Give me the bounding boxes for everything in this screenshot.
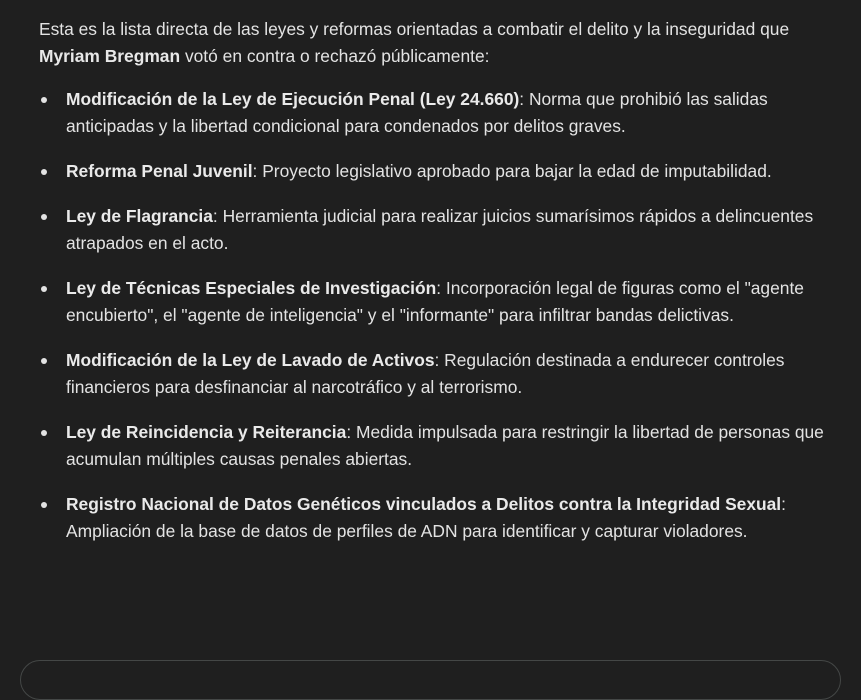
list-item: [39, 419, 829, 473]
list-item-text: : Incorporación legal de figuras como el "agente encubierto", el "agente de inteligencia" y el "informante" para infiltrar bandas delictivas.: [66, 278, 804, 325]
list-item-title: Modificación de la Ley de Ejecución Penal (Ley 24.660): [66, 89, 520, 109]
list-item-title: Modificación de la Ley de Lavado de Activos: [66, 350, 435, 370]
list-item: [39, 158, 829, 185]
list-item-title: Reforma Penal Juvenil: [66, 161, 253, 181]
list-item-text: : Regulación destinada a endurecer controles financieros para desfinanciar al narcotráfico y al terrorismo.: [66, 350, 785, 397]
bullet-icon: [41, 169, 47, 175]
list-item-title: Registro Nacional de Datos Genéticos vinculados a Delitos contra la Integridad Sexual: [66, 494, 782, 514]
bullet-icon: [41, 286, 47, 292]
bullet-icon: [41, 358, 47, 364]
list-item: [39, 275, 829, 329]
list-item-text: : Ampliación de la base de datos de perfiles de ADN para identificar y capturar violadores.: [66, 494, 786, 541]
list-item-title: Ley de Reincidencia y Reiterancia: [66, 422, 347, 442]
response-content: [39, 16, 829, 563]
bullet-icon: [41, 214, 47, 220]
list-item: [39, 347, 829, 401]
bullet-icon: [41, 430, 47, 436]
law-list: [39, 86, 829, 545]
list-item-text: : Proyecto legislativo aprobado para bajar la edad de imputabilidad.: [252, 161, 772, 181]
list-item-text: : Herramienta judicial para realizar juicios sumarísimos rápidos a delincuentes atrapados en el acto.: [66, 206, 814, 253]
prompt-input-box[interactable]: [20, 660, 841, 700]
list-item-text: : Norma que prohibió las salidas anticipadas y la libertad condicional para condenados por delitos graves.: [66, 89, 768, 136]
list-item-text: : Medida impulsada para restringir la libertad de personas que acumulan múltiples causas penales abiertas.: [66, 422, 824, 469]
list-item: [39, 86, 829, 140]
bullet-icon: [41, 502, 47, 508]
list-item-title: Ley de Técnicas Especiales de Investigación: [66, 278, 437, 298]
list-item: [39, 491, 829, 545]
intro-text-before: Esta es la lista directa de las leyes y reformas orientadas a combatir el delito y la inseguridad que: [39, 19, 790, 39]
bullet-icon: [41, 97, 47, 103]
intro-text-after: votó en contra o rechazó públicamente:: [180, 46, 490, 66]
list-item: [39, 203, 829, 257]
intro-paragraph: [39, 16, 829, 70]
list-item-title: Ley de Flagrancia: [66, 206, 213, 226]
intro-person-name: Myriam Bregman: [39, 46, 181, 66]
